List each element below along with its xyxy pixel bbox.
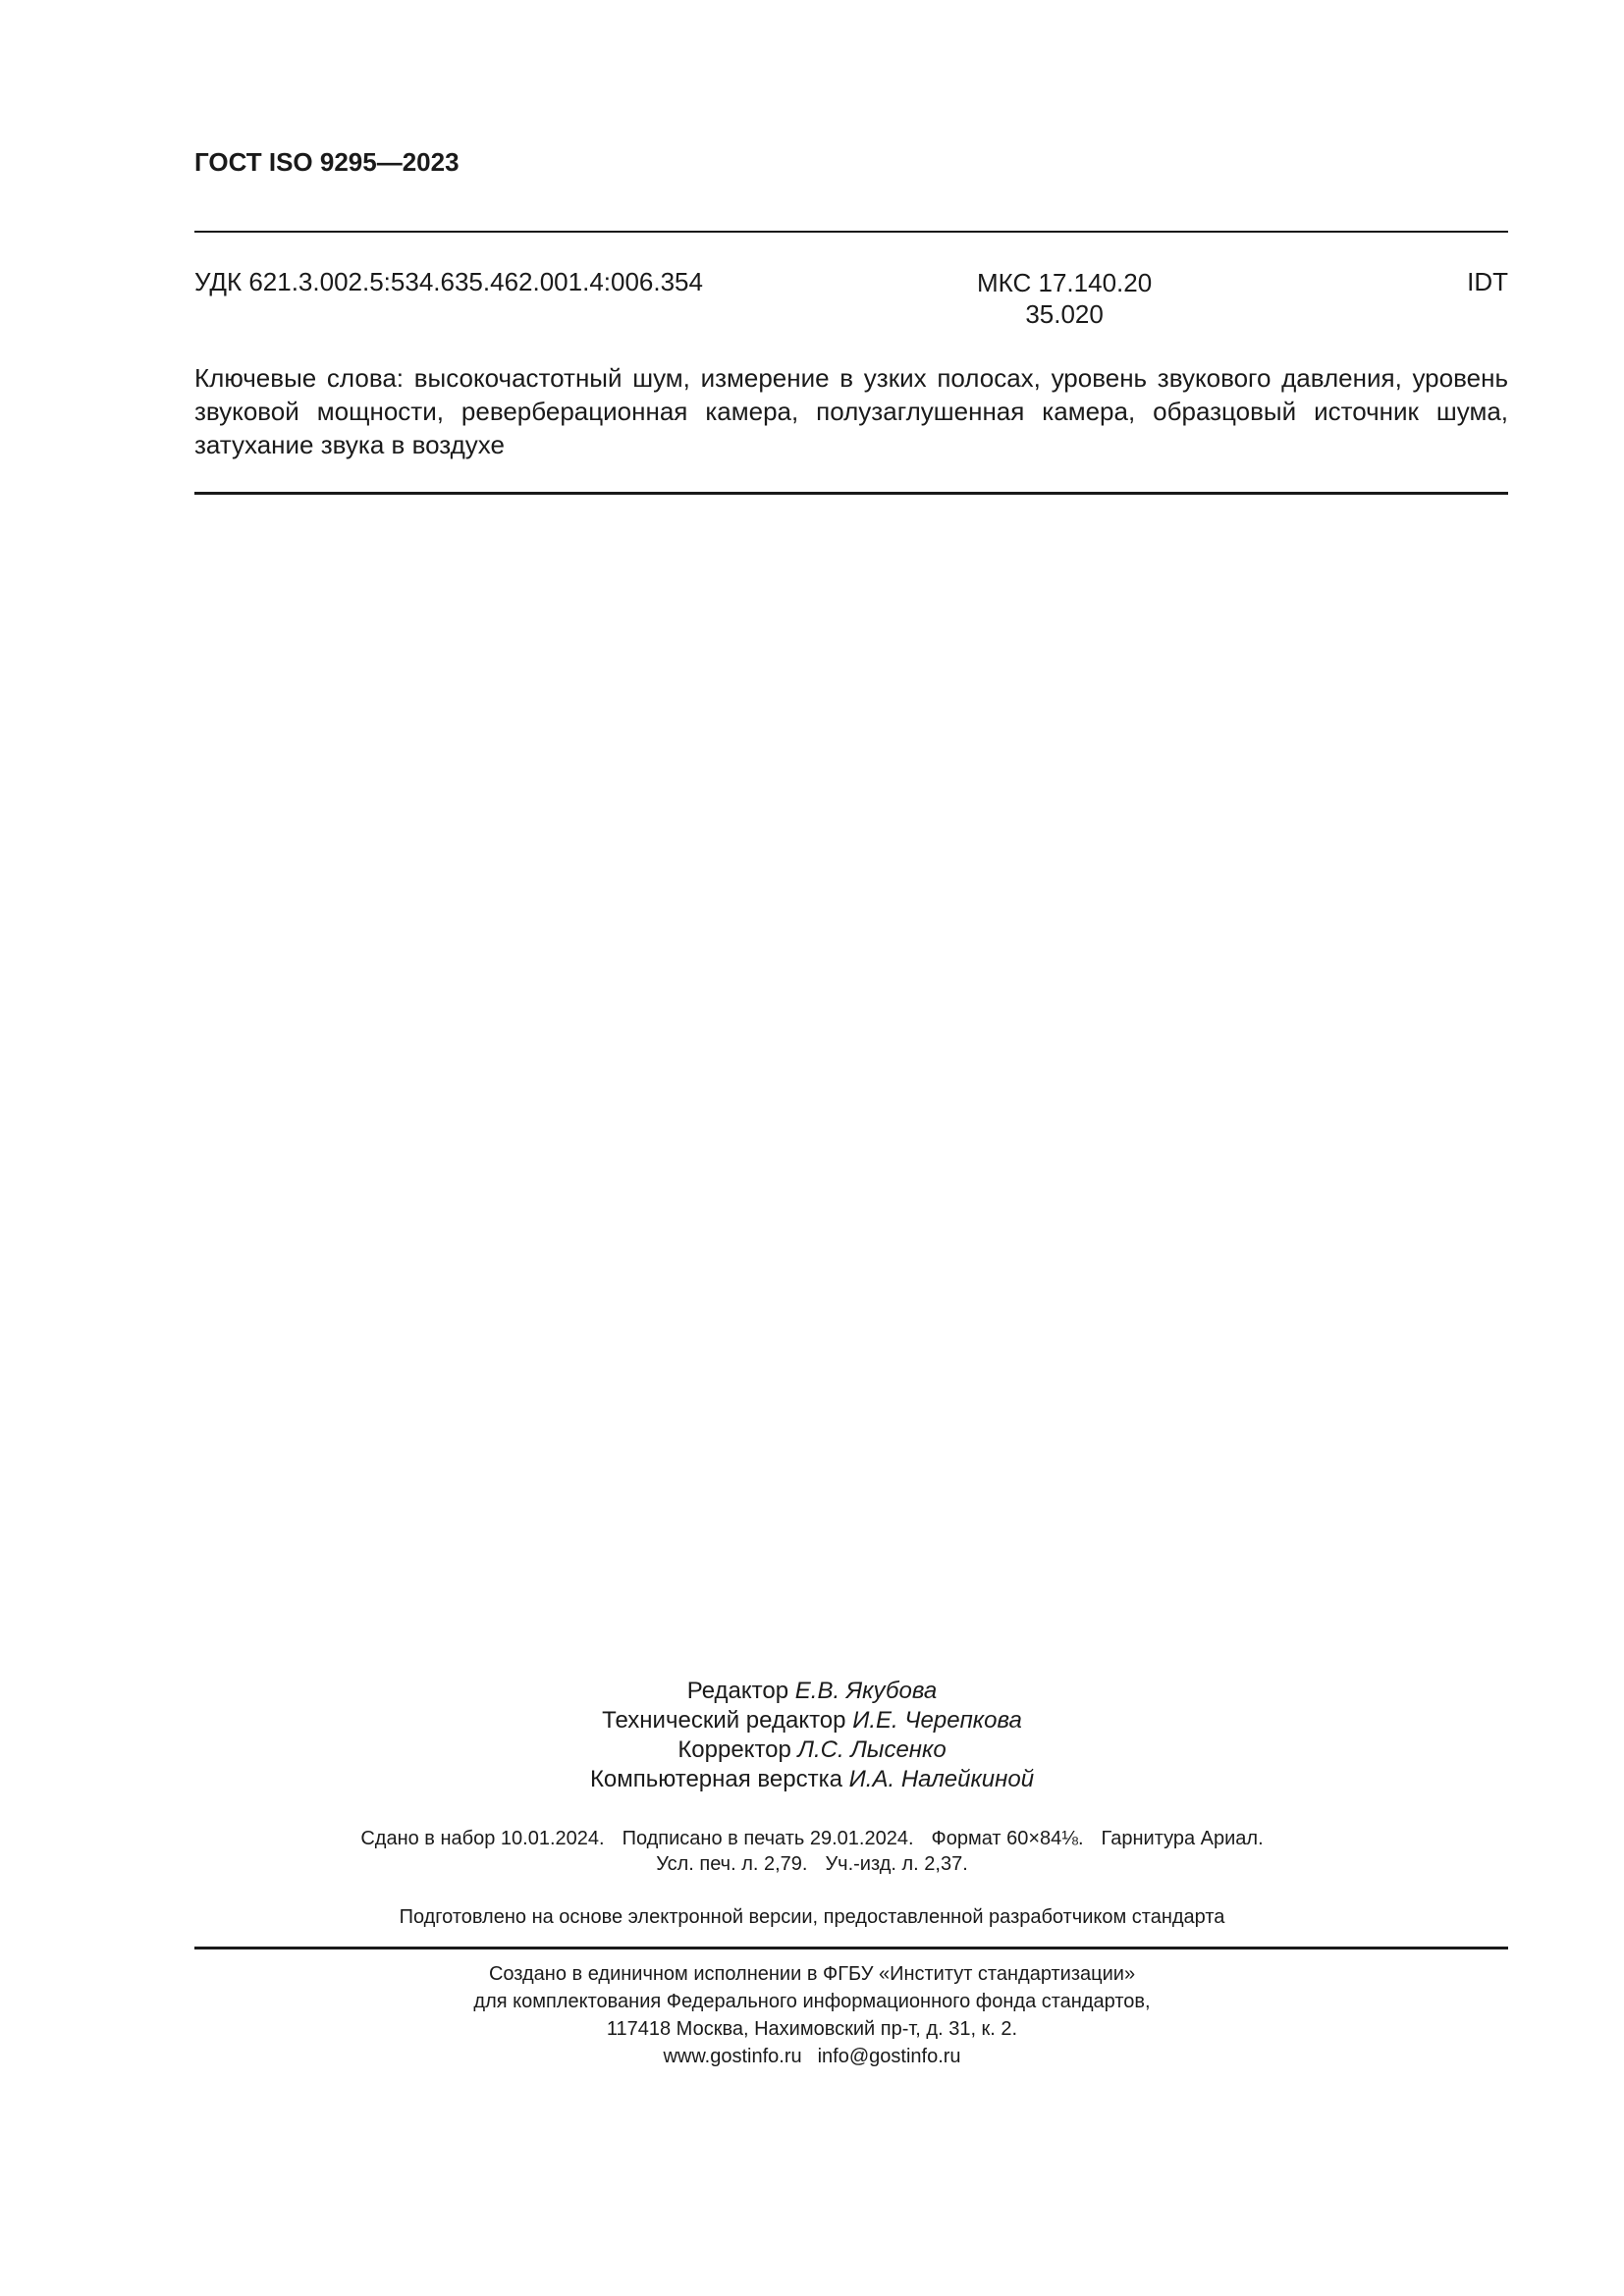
udk-code: УДК 621.3.002.5:534.635.462.001.4:006.354 xyxy=(194,267,703,296)
publisher-line-2: для комплектования Федерального информационного фонда стандартов, xyxy=(473,1991,1151,2012)
print-info-line-2 xyxy=(0,1851,1624,1877)
corrector-line xyxy=(0,1735,1624,1765)
publisher-block xyxy=(0,1960,1624,2070)
layout-name: И.А. Налейкиной xyxy=(848,1766,1035,1792)
layout-label: Компьютерная верстка xyxy=(589,1766,842,1792)
print-sheets: Усл. печ. л. 2,79. xyxy=(656,1853,808,1875)
top-divider xyxy=(194,231,1508,233)
mks-code xyxy=(977,267,1152,330)
editor-line xyxy=(0,1677,1624,1706)
print-info-line-1 xyxy=(0,1826,1624,1851)
email-link[interactable]: info@gostinfo.ru xyxy=(817,2046,961,2067)
document-code: ГОСТ ISO 9295—2023 xyxy=(194,147,460,177)
submitted-date: Сдано в набор 10.01.2024. xyxy=(360,1828,605,1849)
publisher-sheets: Уч.-изд. л. 2,37. xyxy=(825,1853,968,1875)
bottom-divider xyxy=(194,1947,1508,1949)
editor-name: Е.В. Якубова xyxy=(794,1678,938,1704)
credits-block xyxy=(0,1677,1624,1794)
paper-format: Формат 60×84⅛. xyxy=(931,1828,1084,1849)
editor-label: Редактор xyxy=(686,1678,789,1704)
layout-line xyxy=(0,1765,1624,1794)
prepared-note: Подготовлено на основе электронной версии, предоставленной разработчиком стандарта xyxy=(399,1906,1225,1928)
keywords-divider xyxy=(194,492,1508,495)
corrector-label: Корректор xyxy=(677,1736,791,1763)
keywords-paragraph: Ключевые слова: высокочастотный шум, измерение в узких полосах, уровень звукового давления, уровень звуковой мощности, реверберационная камера, полузаглушенная камера, образцовый источник шума, затухание звука в воздухе xyxy=(194,363,1508,459)
corrector-name: Л.С. Лысенко xyxy=(797,1736,947,1763)
signed-date: Подписано в печать 29.01.2024. xyxy=(622,1828,914,1849)
idt-label: IDT xyxy=(1467,267,1508,296)
tech-editor-name: И.Е. Черепкова xyxy=(852,1707,1022,1734)
typeface: Гарнитура Ариал. xyxy=(1101,1828,1264,1849)
tech-editor-line xyxy=(0,1706,1624,1735)
mks-line-2: 35.020 xyxy=(1025,299,1104,329)
publisher-address: 117418 Москва, Нахимовский пр-т, д. 31, к. 2. xyxy=(606,2018,1018,2040)
publisher-contacts xyxy=(0,2043,1624,2070)
publisher-line-1: Создано в единичном исполнении в ФГБУ «Институт стандартизации» xyxy=(488,1963,1136,1985)
website-link[interactable]: www.gostinfo.ru xyxy=(663,2046,802,2067)
print-info-block xyxy=(0,1826,1624,1877)
tech-editor-label: Технический редактор xyxy=(602,1707,846,1734)
mks-line-1: МКС 17.140.20 xyxy=(977,268,1153,297)
